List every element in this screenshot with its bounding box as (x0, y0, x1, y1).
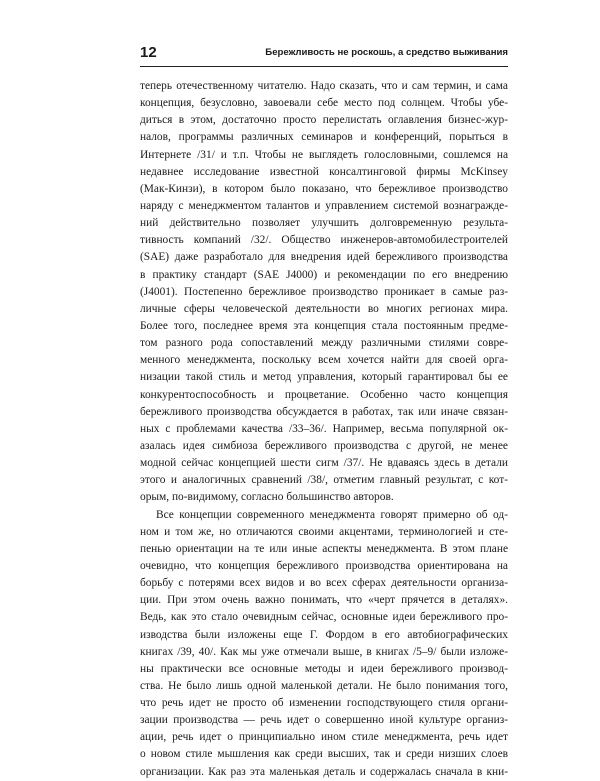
text-line: книгах /39, 40/. Как мы уже отмечали выше, в книгах /5–9/ были изложе- (140, 645, 508, 658)
text-line: теперь отечественному читателю. Надо сказать, что и сам термин, и сама (140, 80, 508, 92)
body-text (140, 78, 508, 781)
text-line: модной сейчас концепцией шести сигм /37/. Не вдаваясь здесь в детали (140, 457, 508, 470)
text-line: в практику стандарт (SAE J4000) и рекомендации по его внедрению (140, 268, 508, 281)
text-line: недавнее исследование известной консалтинговой фирмы McKinsey (140, 165, 508, 178)
text-line: Более того, последнее время эта концепция стала постоянным предме- (140, 319, 508, 332)
text-line: менного менеджмента, поскольку всем хочется найти для своей орга- (140, 354, 508, 367)
text-line: что речь идет не просто об изменении господствующего стиля органи- (140, 697, 508, 710)
page-number: 12 (140, 44, 157, 61)
text-line: личные сферы человеческой деятельности во многих регионах мира. (140, 302, 508, 315)
text-line: диться в этом, достаточно просто перелистать оглавления бизнес-жур- (140, 114, 508, 127)
text-line: зации производства — речь идет о совершенно иной культуре организ- (140, 714, 508, 727)
text-line: ном и том же, но отличаются своими акцентами, терминологией и сте- (140, 525, 508, 538)
text-line: низации такой стиль и метод управления, который гарантировал бы ее (140, 371, 508, 384)
text-line: (Мак-Кинзи), в котором было показано, что бережливое производство (140, 182, 508, 195)
text-line: том разного рода сопоставлений между различными стилями совре- (140, 337, 508, 350)
text-line: борьбу с потерями всех видов и во всех сферах деятельности организа- (140, 577, 508, 590)
text-line: (SAE) даже разработало для внедрения идей бережливого производства (140, 251, 508, 264)
text-line: наряду с менеджментом талантов и управлением системой вознагражде- (140, 199, 508, 212)
text-line: пенью ориентации на те или иные аспекты менеджмента. В этом плане (140, 542, 508, 555)
text-line: азалась идея симбиоза бережливого производства с другой, не менее (140, 439, 508, 452)
text-line: очевидно, что концепция бережливого производства ориентирована на (140, 559, 508, 572)
text-line: организации. Как раз эта маленькая деталь и содержалась сначала в кни- (140, 765, 508, 778)
text-line: о новом стиле мышления как среди высших, так и среди низших слоев (140, 748, 508, 761)
text-line: налов, программы различных семинаров и конференций, порыться в (140, 131, 508, 144)
text-line: тивность компаний /32/. Общество инженеров-автомобилестроителей (140, 234, 508, 247)
text-line: изводства были изложены еще Г. Фордом в его автобиографических (140, 628, 508, 641)
text-line: ации, речь идет о принципиально ином стиле менеджмента, речь идет (140, 731, 508, 744)
text-line: конкурентоспособность и процветание. Особенно часто концепция (140, 388, 508, 401)
text-line: Ведь, как это стало очевидным сейчас, основные идеи бережливого про- (140, 611, 508, 624)
paragraph (140, 78, 508, 507)
text-line: (J4001). Постепенно бережливое производство проникает в самые раз- (140, 285, 508, 298)
text-line: бережливого производства обсуждается в работах, так или иначе связан- (140, 405, 508, 418)
text-line: орым, по-видимому, согласно большинство авторов. (140, 491, 394, 504)
text-line: ных с проблемами качества /33–36/. Например, весьма популярной ок- (140, 422, 508, 435)
text-line: ны практически все основные методы и идеи бережливого производ- (140, 662, 508, 675)
paragraph (140, 507, 508, 781)
text-line: Интернете /31/ и т.п. Чтобы не выглядеть голословными, сошлемся на (140, 148, 508, 161)
page-header (140, 44, 508, 67)
text-line: концепция, безусловно, завоевали себе место под солнцем. Чтобы убе- (140, 97, 508, 110)
text-line: ний действительно позволяет улучшить долговременную результа- (140, 217, 508, 230)
text-line: Все концепции современного менеджмента говорят примерно об од- (156, 508, 508, 521)
text-line: ции. При этом очень важно понимать, что «черт прячется в деталях». (140, 594, 508, 607)
text-line: ства. Не было лишь одной маленькой детали. Не было понимания того, (140, 679, 508, 692)
text-line: этого и аналогичных сравнений /38/, отметим главный результат, с кот- (140, 474, 508, 487)
running-title: Бережливость не роскошь, а средство выживания (265, 47, 508, 58)
